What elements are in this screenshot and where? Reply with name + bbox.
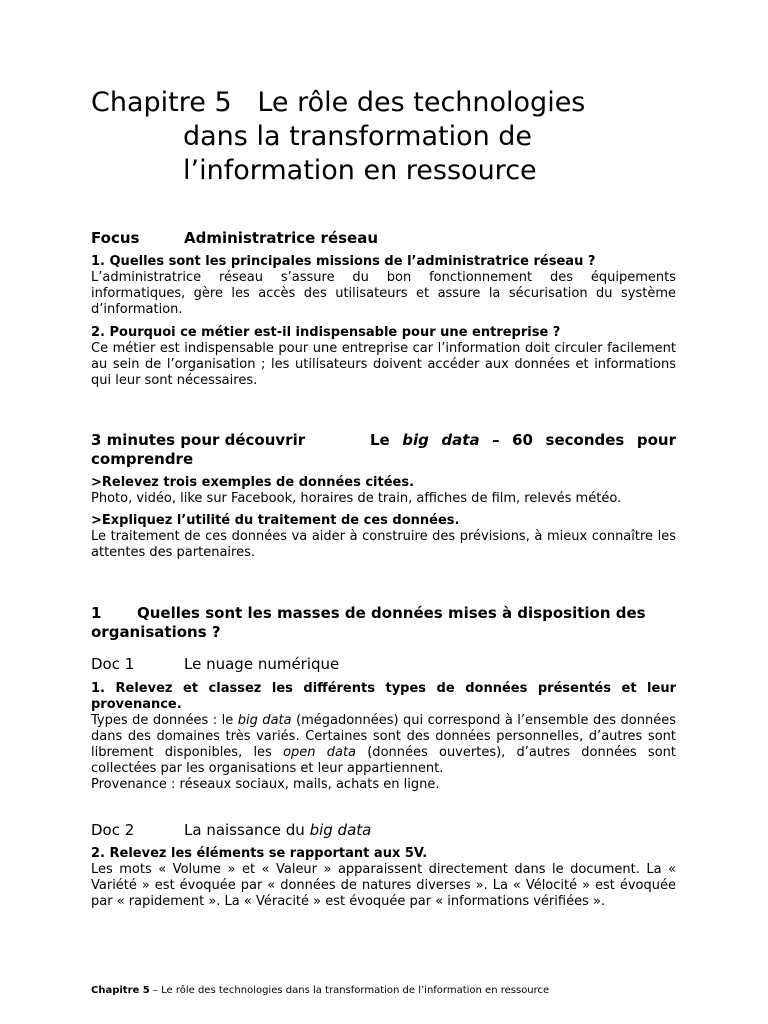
doc2-answer: Les mots « Volume » et « Valeur » apparaissent directement dans le document. La « Variété » est évoquée par « données de natures diverses ». La « Vélocité » est évoquée par « rapidement ». La « Véracité » est évoquée par « informations vérifiées ». bbox=[91, 862, 676, 909]
focus-answer-1: L’administratrice réseau s’assure du bon fonctionnement des équipements informatiques, gère les accès des utilisateurs et assure la sécurisation du système d’information. bbox=[91, 270, 676, 317]
discover-title-pre: Le bbox=[370, 431, 403, 449]
doc1-answer-em2: open data bbox=[283, 745, 357, 760]
discover-answer-1: Photo, vidéo, like sur Facebook, horaires de train, affiches de film, relevés météo. bbox=[91, 491, 622, 506]
doc1-question: 1. Relevez et classez les différents types de données présentés et leur provenance. bbox=[91, 681, 676, 712]
chapter-title-line3: l’information en ressource bbox=[183, 155, 537, 186]
chapter-title bbox=[91, 86, 676, 188]
focus-label: Focus bbox=[91, 229, 140, 247]
doc1-section bbox=[91, 655, 676, 793]
doc1-heading bbox=[91, 655, 676, 674]
focus-question-1: 1. Quelles sont les principales missions de l’administratrice réseau ? bbox=[91, 254, 596, 269]
section-1 bbox=[91, 604, 676, 642]
doc1-number: Doc 1 bbox=[91, 655, 135, 673]
focus-title: Administratrice réseau bbox=[184, 229, 379, 247]
footer-text: – Le rôle des technologies dans la transformation de l’information en ressource bbox=[149, 985, 550, 996]
doc2-heading bbox=[91, 821, 676, 840]
doc2-title-em: big data bbox=[309, 821, 372, 839]
discover-section bbox=[91, 431, 676, 561]
section-1-heading bbox=[91, 604, 676, 642]
section-1-number: 1 bbox=[91, 604, 102, 622]
discover-question-2: >Expliquez l’utilité du traitement de ces données. bbox=[91, 513, 460, 528]
discover-heading bbox=[91, 431, 676, 469]
doc1-answer-em1: big data bbox=[237, 713, 292, 728]
doc1-answer-2: Provenance : réseaux sociaux, mails, achats en ligne. bbox=[91, 777, 440, 792]
discover-title-em: big data bbox=[402, 431, 480, 449]
doc1-answer-p1: Types de données : le bbox=[91, 713, 238, 728]
doc1-title: Le nuage numérique bbox=[184, 655, 340, 673]
focus-answer-2: Ce métier est indispensable pour une entreprise car l’information doit circuler facilement au sein de l’organisation ; les utilisateurs doivent accéder aux données et informations qui leur sont nécessaires. bbox=[91, 341, 676, 388]
doc1-answer bbox=[91, 713, 676, 777]
focus-question-2: 2. Pourquoi ce métier est-il indispensable pour une entreprise ? bbox=[91, 325, 561, 340]
discover-label: 3 minutes pour découvrir bbox=[91, 431, 306, 449]
doc2-number: Doc 2 bbox=[91, 821, 135, 839]
chapter-title-line2: dans la transformation de bbox=[183, 121, 533, 152]
doc2-title-pre: La naissance du bbox=[184, 821, 310, 839]
chapter-title-line1: Chapitre 5 Le rôle des technologies bbox=[91, 87, 586, 118]
doc2-section bbox=[91, 821, 676, 910]
discover-answer-2: Le traitement de ces données va aider à construire des prévisions, à mieux connaître les attentes des partenaires. bbox=[91, 529, 676, 560]
focus-heading bbox=[91, 229, 676, 248]
discover-question-1: >Relevez trois exemples de données citées. bbox=[91, 475, 415, 490]
page-footer bbox=[91, 984, 676, 997]
discover-title-post: – 60 secondes pour comprendre bbox=[91, 431, 676, 468]
doc1-answer-p2: (mégadonnées) qui correspond à l’ensemble des données dans des domaines très variés. Certaines sont des données personnelles, d’autres sont librement disponibles, les bbox=[91, 713, 676, 760]
doc2-question: 2. Relevez les éléments se rapportant aux 5V. bbox=[91, 846, 428, 861]
doc1-answer-p3: (données ouvertes), d’autres données sont collectées par les organisations et leur appartiennent. bbox=[91, 745, 676, 776]
section-1-title: Quelles sont les masses de données mises à disposition des organisations ? bbox=[91, 604, 646, 641]
focus-section bbox=[91, 229, 676, 389]
footer-chapter: Chapitre 5 bbox=[91, 985, 150, 996]
